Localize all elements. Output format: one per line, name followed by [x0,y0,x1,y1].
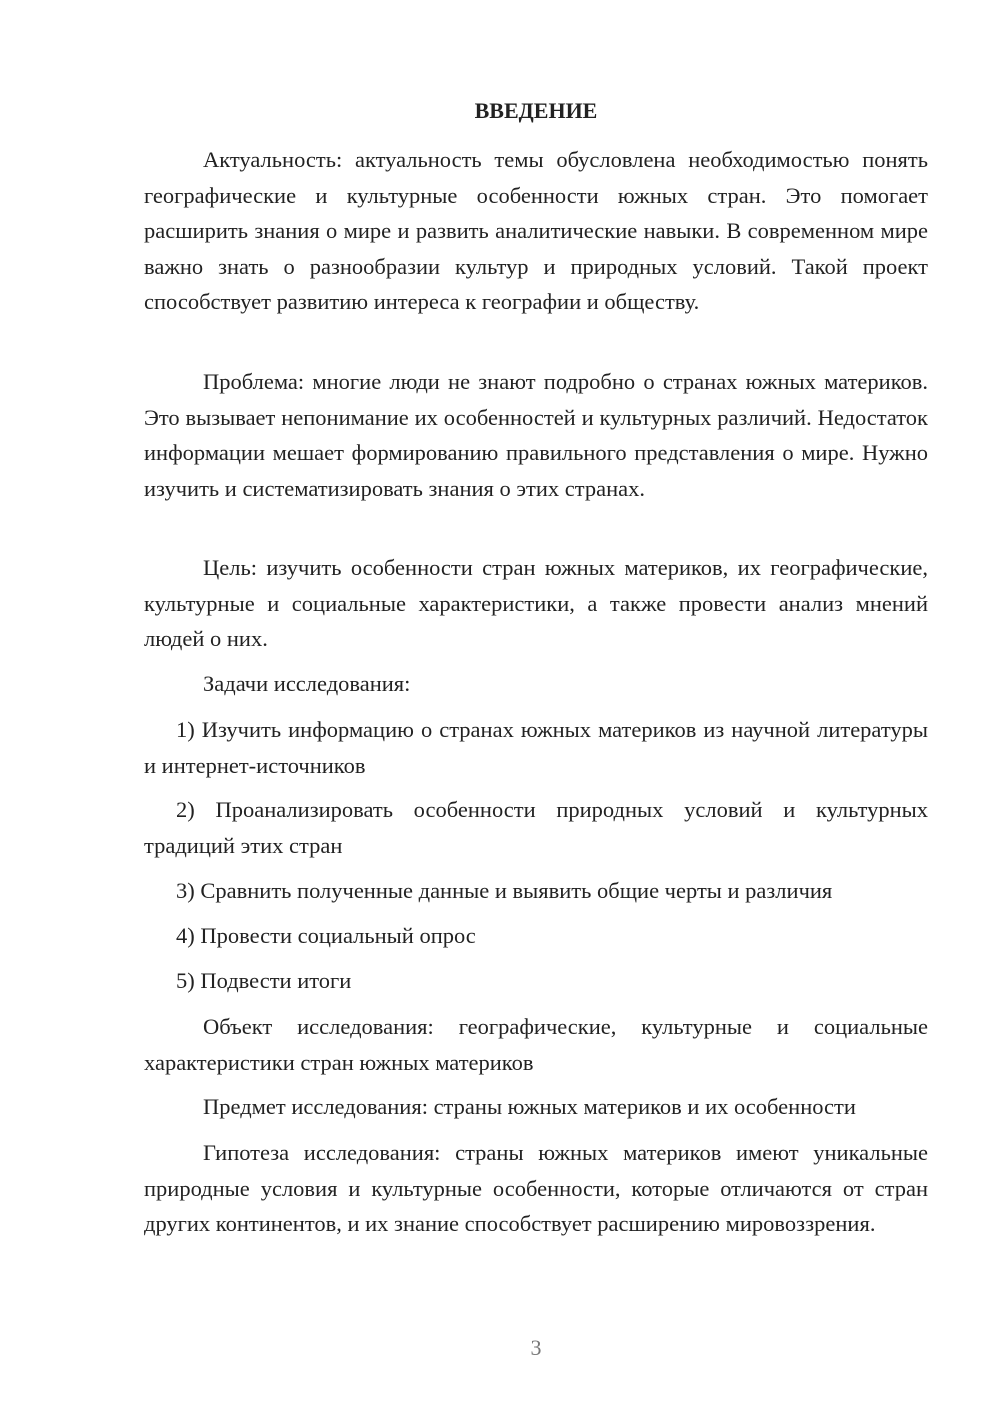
paragraph-tasks-heading: Задачи исследования: [203,671,411,696]
task-item-4: 4) Провести социальный опрос [176,923,476,948]
paragraph-subject: Предмет исследования: страны южных материков и их особенности [203,1094,856,1119]
paragraph-object: Объект исследования: географические, культурные и социальные характеристики стран южных материков [144,1014,928,1075]
page-number: 3 [530,1335,542,1360]
paragraph-hypothesis: Гипотеза исследования: страны южных материков имеют уникальные природные условия и культурные особенности, которые отличаются от стран других континентов, и их знание способствует расширению мировоззрения. [144,1140,928,1236]
task-item-3: 3) Сравнить полученные данные и выявить общие черты и различия [176,878,833,903]
page-title: ВВЕДЕНИЕ [474,98,598,123]
task-item-2: 2) Проанализировать особенности природных условий и культурных традиций этих стран [144,797,928,858]
task-item-1: 1) Изучить информацию о странах южных материков из научной литературы и интернет-источников [144,717,928,778]
paragraph-problem: Проблема: многие люди не знают подробно о странах южных материков. Это вызывает непонимание их особенностей и культурных различий. Недостаток информации мешает формированию правильного представления о мире. Нужно изучить и систематизировать знания о этих странах. [144,369,928,501]
paragraph-relevance: Актуальность: актуальность темы обусловлена необходимостью понять географические и культурные особенности южных стран. Это помогает расширить знания о мире и развить аналитические навыки. В современном мире важно знать о разнообразии культур и природных условий. Такой проект способствует развитию интереса к географии и обществу. [144,147,928,314]
task-item-5: 5) Подвести итоги [176,968,352,993]
paragraph-goal: Цель: изучить особенности стран южных материков, их географические, культурные и социальные характеристики, а также провести анализ мнений людей о них. [144,555,928,651]
